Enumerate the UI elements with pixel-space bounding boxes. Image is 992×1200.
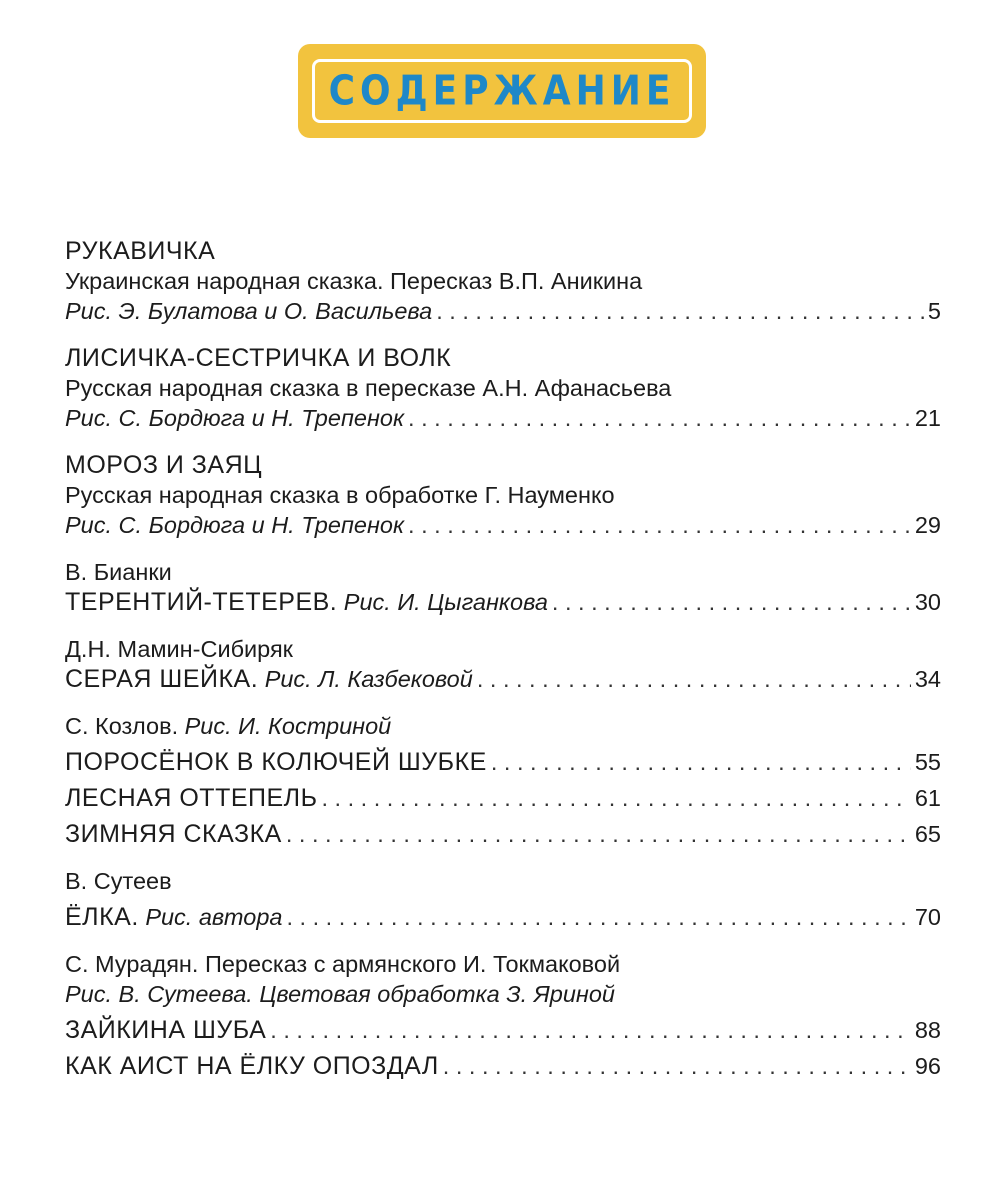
dot-leader xyxy=(477,664,911,694)
dot-leader xyxy=(321,783,910,813)
entry-title: ЁЛКА. xyxy=(65,903,139,931)
page-number: 61 xyxy=(914,785,941,811)
dot-leader xyxy=(436,296,924,326)
entry-illustrators: Рис. С. Бордюга и Н. Трепенок xyxy=(65,512,405,538)
contents-header-frame xyxy=(312,59,692,123)
toc-line[interactable] xyxy=(65,1015,941,1045)
toc-line[interactable] xyxy=(65,747,941,777)
entry-author-line xyxy=(65,711,941,741)
page-number: 5 xyxy=(927,298,941,324)
entry-title: КАК АИСТ НА ЁЛКУ ОПОЗДАЛ xyxy=(65,1052,439,1080)
dot-leader xyxy=(286,819,911,849)
toc-line[interactable] xyxy=(65,510,941,540)
page-number: 96 xyxy=(914,1053,941,1079)
entry-title: ЗАЙКИНА ШУБА xyxy=(65,1016,267,1044)
entry-title: РУКАВИЧКА xyxy=(65,237,216,265)
dot-leader xyxy=(286,902,910,932)
entry-illustrators: Рис. автора xyxy=(145,904,283,930)
entry-illustrators: Рис. И. Цыганкова xyxy=(343,589,548,615)
entry-title: ЗИМНЯЯ СКАЗКА xyxy=(65,820,282,848)
dot-leader xyxy=(270,1015,911,1045)
entry-illustrators: Рис. Л. Казбековой xyxy=(264,666,473,692)
toc-line[interactable] xyxy=(65,296,941,326)
dot-leader xyxy=(491,747,911,777)
entry-label xyxy=(65,902,282,932)
page-title: СОДЕРЖАНИЕ xyxy=(328,67,676,115)
entry-subtitle: Русская народная сказка в пересказе А.Н. Афанасьева xyxy=(65,375,672,401)
entry-title: ЛИСИЧКА-СЕСТРИЧКА И ВОЛК xyxy=(65,344,452,372)
page-number: 70 xyxy=(914,904,941,930)
entry-author: Д.Н. Мамин-Сибиряк xyxy=(65,636,293,662)
page-number: 88 xyxy=(914,1017,941,1043)
toc-line[interactable] xyxy=(65,1051,941,1081)
toc-line[interactable] xyxy=(65,902,941,932)
table-of-contents xyxy=(65,236,941,1081)
entry-author: В. Сутеев xyxy=(65,868,172,894)
entry-illustrators: Рис. В. Сутеева. Цветовая обработка З. Яриной xyxy=(65,981,615,1007)
page-number: 21 xyxy=(914,405,941,431)
entry-illustrators: Рис. И. Костриной xyxy=(184,713,392,739)
entry-illustrators: Рис. С. Бордюга и Н. Трепенок xyxy=(65,405,405,431)
toc-line[interactable] xyxy=(65,819,941,849)
entry-author: С. Козлов. xyxy=(65,713,179,739)
dot-leader xyxy=(443,1051,911,1081)
page-number: 34 xyxy=(914,666,941,692)
dot-leader xyxy=(408,403,911,433)
entry-title: СЕРАЯ ШЕЙКА. xyxy=(65,665,259,693)
contents-header-plate xyxy=(298,44,706,138)
page-number: 65 xyxy=(914,821,941,847)
dot-leader xyxy=(408,510,911,540)
entry-label xyxy=(65,664,473,694)
entry-title: ЛЕСНАЯ ОТТЕПЕЛЬ xyxy=(65,784,318,812)
entry-label xyxy=(65,587,548,617)
page-number: 30 xyxy=(914,589,941,615)
entry-author: В. Бианки xyxy=(65,559,172,585)
toc-line[interactable] xyxy=(65,403,941,433)
toc-line[interactable] xyxy=(65,587,941,617)
entry-title: ПОРОСЁНОК В КОЛЮЧЕЙ ШУБКЕ xyxy=(65,748,487,776)
page-number: 29 xyxy=(914,512,941,538)
entry-subtitle: Русская народная сказка в обработке Г. Науменко xyxy=(65,482,615,508)
entry-illustrators: Рис. Э. Булатова и О. Васильева xyxy=(65,298,433,324)
toc-line[interactable] xyxy=(65,664,941,694)
dot-leader xyxy=(552,587,911,617)
page-number: 55 xyxy=(914,749,941,775)
entry-author: С. Мурадян. Пересказ с армянского И. Токмаковой xyxy=(65,951,621,977)
entry-subtitle: Украинская народная сказка. Пересказ В.П. Аникина xyxy=(65,268,643,294)
entry-title: МОРОЗ И ЗАЯЦ xyxy=(65,451,263,479)
entry-title: ТЕРЕНТИЙ-ТЕТЕРЕВ. xyxy=(65,588,338,616)
toc-line[interactable] xyxy=(65,783,941,813)
